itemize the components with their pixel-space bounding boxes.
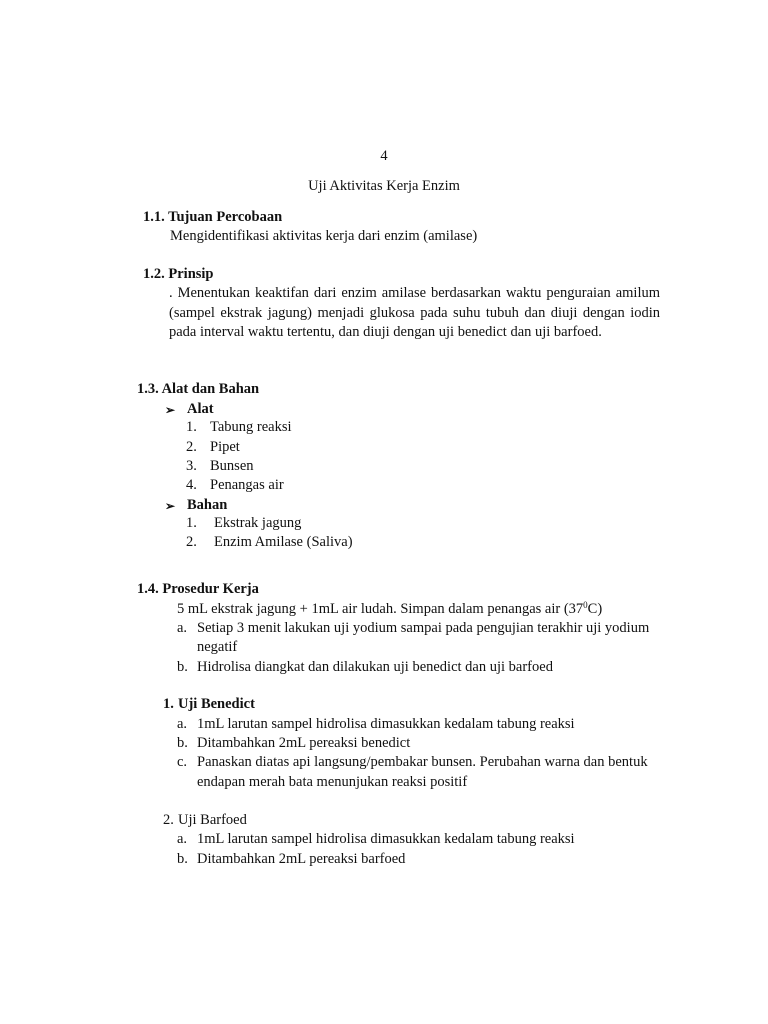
step-text-continued: endapan merah bata menunjukan reaksi positif	[197, 774, 468, 790]
step-letter: c.	[177, 754, 188, 770]
list-item-number: 2.	[186, 534, 197, 550]
prosedur-intro-text: 5 mL ekstrak jagung + 1mL air ludah. Simpan dalam penangas air (37	[177, 601, 584, 617]
step-text: 1mL larutan sampel hidrolisa dimasukkan kedalam tabung reaksi	[197, 716, 575, 732]
bahan-label: Bahan	[187, 497, 228, 513]
step-text-continued: negatif	[197, 639, 238, 655]
prinsip-paragraph: . Menentukan keaktifan dari enzim amilase berdasarkan waktu penguraian amilum (sampel ekstrak jagung) menjadi glukosa pada suhu tubuh dan diuji dengan iodin pada interval waktu tertentu, dan diuji dengan uji benedict dan uji barfoed.	[169, 285, 660, 340]
step-letter: a.	[177, 716, 188, 732]
alat-label: Alat	[187, 401, 214, 417]
step-letter: a.	[177, 831, 188, 847]
section-heading-prosedur: 1.4. Prosedur Kerja	[137, 581, 259, 597]
list-item-number: 2.	[186, 439, 197, 455]
section-heading-prinsip: 1.2. Prinsip	[143, 266, 214, 282]
list-item-number: 3.	[186, 458, 197, 474]
step-letter: b.	[177, 659, 188, 675]
benedict-number: 1.	[163, 696, 174, 712]
step-text: Setiap 3 menit lakukan uji yodium sampai pada pengujian terakhir uji yodium	[197, 620, 650, 636]
section-heading-tujuan: 1.1. Tujuan Percobaan	[143, 209, 283, 225]
document-title: Uji Aktivitas Kerja Enzim	[308, 178, 460, 194]
list-item-number: 1.	[186, 419, 197, 435]
list-item-number: 1.	[186, 515, 197, 531]
step-text: Panaskan diatas api langsung/pembakar bunsen. Perubahan warna dan bentuk	[197, 754, 648, 770]
barfoed-number: 2.	[163, 812, 174, 828]
prosedur-intro-unit: C)	[587, 601, 603, 617]
section-heading-alat-bahan: 1.3. Alat dan Bahan	[137, 381, 260, 397]
list-item: Pipet	[210, 439, 240, 455]
step-letter: a.	[177, 620, 188, 636]
page-number: 4	[380, 148, 388, 164]
list-item-number: 4.	[186, 477, 197, 493]
benedict-heading: Uji Benedict	[178, 696, 255, 712]
tujuan-text: Mengidentifikasi aktivitas kerja dari enzim (amilase)	[170, 228, 478, 244]
step-letter: b.	[177, 735, 188, 751]
list-item: Bunsen	[210, 458, 254, 474]
step-letter: b.	[177, 851, 188, 867]
superscript-degree: 0	[583, 600, 588, 610]
arrow-bullet-icon: ➢	[165, 499, 176, 513]
step-text: Ditambahkan 2mL pereaksi barfoed	[197, 851, 406, 867]
arrow-bullet-icon: ➢	[165, 403, 176, 417]
list-item: Enzim Amilase (Saliva)	[214, 534, 353, 550]
list-item: Ekstrak jagung	[214, 515, 302, 531]
barfoed-heading: Uji Barfoed	[178, 812, 247, 828]
step-text: 1mL larutan sampel hidrolisa dimasukkan kedalam tabung reaksi	[197, 831, 575, 847]
step-text: Hidrolisa diangkat dan dilakukan uji benedict dan uji barfoed	[197, 659, 553, 675]
list-item: Penangas air	[210, 477, 284, 493]
prosedur-intro	[177, 600, 602, 619]
list-item: Tabung reaksi	[210, 419, 292, 435]
step-text: Ditambahkan 2mL pereaksi benedict	[197, 735, 411, 751]
